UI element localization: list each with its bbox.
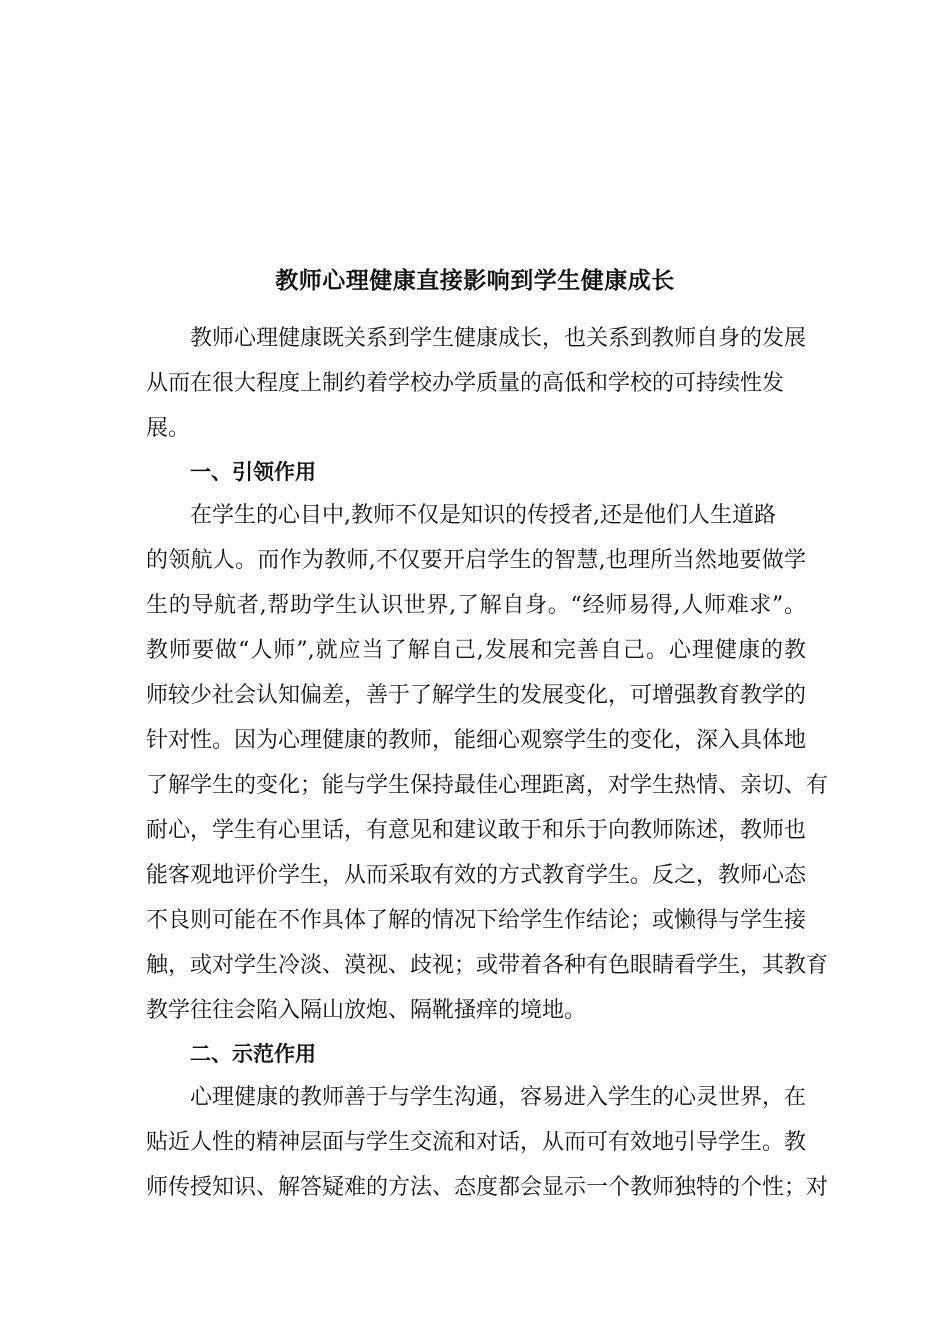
paragraph-line: 的领航人。而作为教师,不仅要开启学生的智慧,也理所当然地要做学 bbox=[146, 548, 806, 573]
paragraph-line: 心理健康的教师善于与学生沟通，容易进入学生的心灵世界，在 bbox=[190, 1085, 807, 1110]
paragraph-line: 教师心理健康既关系到学生健康成长，也关系到教师自身的发展 bbox=[190, 326, 807, 351]
paragraph-line: 针对性。因为心理健康的教师，能细心观察学生的变化，深入具体地 bbox=[146, 728, 807, 753]
paragraph-line: 教师要做“人师”,就应当了解自己,发展和完善自己。心理健康的教 bbox=[146, 638, 806, 663]
paragraph-line: 从而在很大程度上制约着学校办学质量的高低和学校的可持续性发 bbox=[146, 371, 785, 396]
paragraph-line: 贴近人性的精神层面与学生交流和对话，从而可有效地引导学生。教 bbox=[146, 1130, 807, 1155]
paragraph-line: 耐心，学生有心里话，有意见和建议敢于和乐于向教师陈述，教师也 bbox=[146, 818, 807, 843]
paragraph-line: 不良则可能在不作具体了解的情况下给学生作结论；或懒得与学生接 bbox=[146, 908, 807, 933]
paragraph-line: 能客观地评价学生，从而采取有效的方式教育学生。反之，教师心态 bbox=[146, 863, 807, 888]
paragraph-line: 了解学生的变化；能与学生保持最佳心理距离，对学生热情、亲切、有 bbox=[146, 773, 829, 798]
paragraph-line: 触，或对学生冷淡、漠视、歧视；或带着各种有色眼睛看学生，其教育 bbox=[146, 953, 829, 978]
paragraph-line: 师传授知识、解答疑难的方法、态度都会显示一个教师独特的个性；对 bbox=[146, 1175, 829, 1200]
section-heading: 一、引领作用 bbox=[190, 460, 316, 484]
document-title: 教师心理健康直接影响到学生健康成长 bbox=[275, 268, 675, 294]
section-heading: 二、示范作用 bbox=[190, 1042, 316, 1066]
paragraph-line: 教学往往会陷入隔山放炮、隔靴搔痒的境地。 bbox=[146, 998, 587, 1023]
paragraph-line: 生的导航者,帮助学生认识世界,了解自身。“经师易得,人师难求”。 bbox=[146, 593, 806, 618]
paragraph-line: 师较少社会认知偏差，善于了解学生的发展变化，可增强教育教学的 bbox=[146, 683, 807, 708]
paragraph-line: 在学生的心目中,教师不仅是知识的传授者,还是他们人生道路 bbox=[190, 503, 776, 528]
paragraph-line: 展。 bbox=[146, 416, 191, 441]
